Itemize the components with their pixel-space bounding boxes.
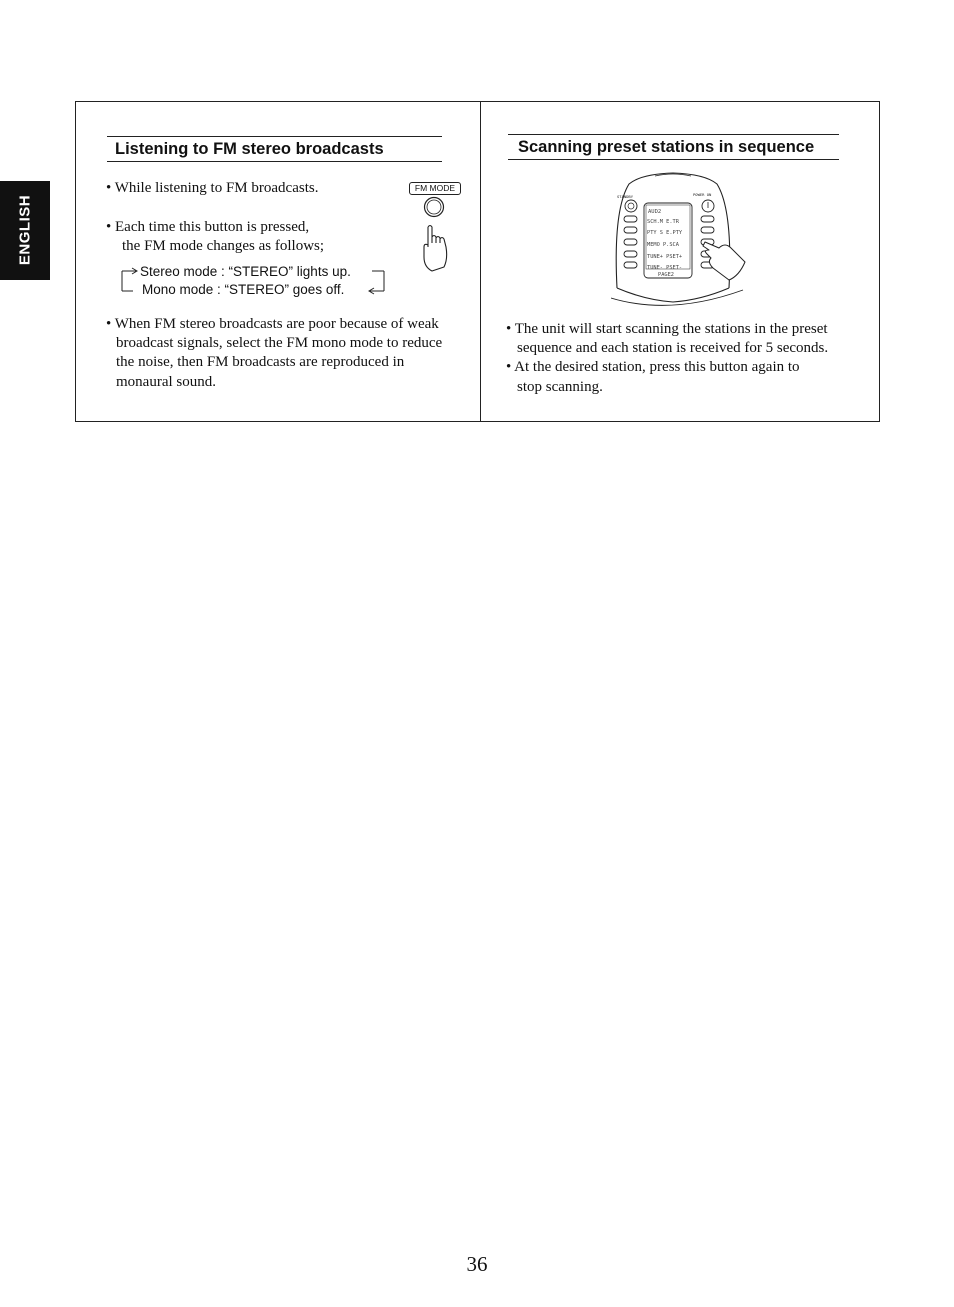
- remote-page-label: PAGE2: [658, 272, 674, 278]
- remote-display-row: TUNE- PSET-: [647, 265, 683, 271]
- cycle-mono-text: Mono mode : “STEREO” goes off.: [142, 282, 345, 297]
- heading-text: Listening to FM stereo broadcasts: [115, 140, 384, 158]
- bullet-listening: • While listening to FM broadcasts.: [106, 180, 319, 196]
- column-divider: [480, 102, 481, 421]
- bullet-button-press-2: the FM mode changes as follows;: [122, 238, 325, 254]
- language-tab-label: ENGLISH: [16, 194, 34, 266]
- bullet-stop-2: stop scanning.: [517, 379, 603, 395]
- remote-display-row: PTY S E.PTY: [647, 230, 683, 236]
- language-tab: [0, 181, 50, 280]
- bullet-scan-2: sequence and each station is received for 5 seconds.: [517, 340, 829, 356]
- cycle-stereo-text: Stereo mode : “STEREO” lights up.: [140, 264, 351, 279]
- remote-standby-label: STANDBY: [617, 194, 634, 199]
- section-heading-scan-presets: [508, 134, 839, 160]
- pressing-hand-icon: [416, 195, 460, 275]
- section-heading-fm-stereo: [107, 136, 442, 162]
- remote-display-row: TUNE+ PSET+: [647, 254, 683, 260]
- page-number: 36: [466, 1252, 488, 1276]
- bullet-weak-signal-4: monaural sound.: [116, 374, 216, 390]
- remote-display-row: AUD2: [648, 209, 662, 215]
- bullet-weak-signal-3: the noise, then FM broadcasts are reproduced in: [116, 354, 405, 370]
- remote-power-label: POWER ON: [693, 192, 712, 197]
- remote-control-illustration: [611, 170, 751, 308]
- bullet-stop-1: • At the desired station, press this button again to: [506, 359, 800, 375]
- bullet-button-press-1: • Each time this button is pressed,: [106, 219, 310, 235]
- bullet-scan-1: • The unit will start scanning the stations in the preset: [506, 321, 828, 337]
- remote-display-row: MEMO P.SCA: [647, 242, 679, 248]
- bullet-weak-signal-1: • When FM stereo broadcasts are poor because of weak: [106, 316, 439, 332]
- content-frame: [75, 101, 880, 422]
- bullet-weak-signal-2: broadcast signals, select the FM mono mode to reduce: [116, 335, 443, 351]
- remote-display-row: SCH.M E.TR: [647, 219, 679, 225]
- fm-mode-button-label: FM MODE: [409, 182, 461, 195]
- heading-text: Scanning preset stations in sequence: [518, 138, 815, 156]
